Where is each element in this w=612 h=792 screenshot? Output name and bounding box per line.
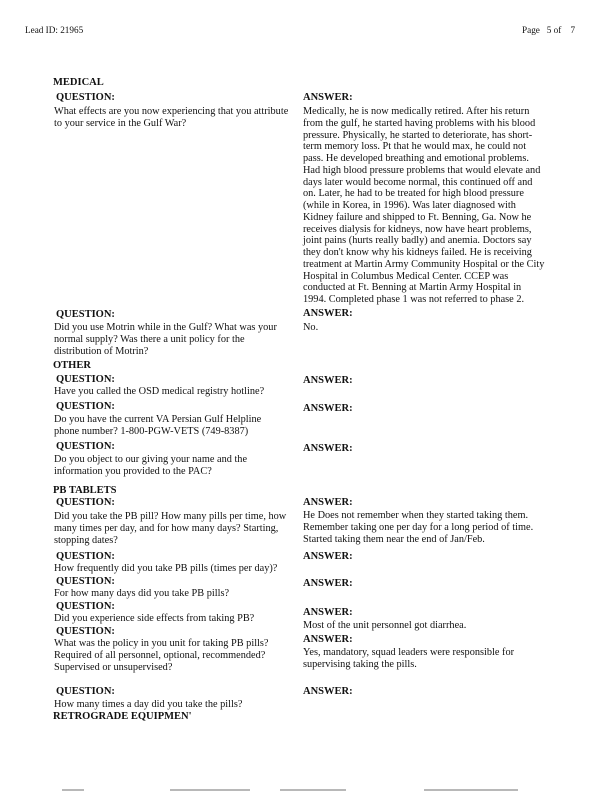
question-line: distribution of Motrin? [54,345,149,357]
page-total: 7 [570,25,576,35]
question-line: Have you called the OSD medical registry hotline? [54,386,265,397]
of-label: of [553,25,562,35]
answer-line: (while in Korea, in 1996). Was later diagnosed with [303,200,516,211]
answer-label: ANSWER: [303,375,353,386]
page-label: Page [522,25,540,35]
question-line: information you provided to the PAC? [54,465,212,477]
section-title-pb-tablets: PB TABLETS [53,485,117,496]
answer-line: Medically, he is now medically retired. After his return [303,106,530,117]
answer-label: ANSWER: [303,634,353,645]
question-line: to your service in the Gulf War? [54,117,187,129]
answer-line: joint pains (hurts really badly) and anemia. Doctors say [303,235,532,247]
answer-line: 1994. Completed phase 1 was not referred to phase 2. [303,294,525,305]
answer-line: from the gulf, he started having problems with his blood [303,117,536,129]
answer-line: He Does not remember when they started taking them. [303,510,529,521]
question-label: QUESTION: [56,686,115,697]
page-indicator [522,25,575,37]
section-title-medical: MEDICAL [53,77,104,88]
answer-line: days later would become normal, this continued off and [303,176,533,188]
answer-label: ANSWER: [303,607,353,618]
answer-line: No. [303,322,319,333]
question-line: stopping dates? [54,534,118,546]
scan-artifact [170,789,250,791]
question-text [54,699,242,711]
answer-line: Yes, mandatory, squad leaders were responsible for [303,647,515,658]
scan-artifact [62,789,84,791]
question-line: many times per day, and for how many days? Starting, [54,522,279,534]
question-label: QUESTION: [56,497,115,508]
answer-text [303,647,514,671]
question-label: QUESTION: [56,401,115,412]
section-title-retrograde-equipment: RETROGRADE EQUIPMEN' [53,711,192,722]
answer-line: pass. He developed breathing and emotional problems. [303,153,529,164]
answer-line: treatment at Martin Army Community Hospital or the City [303,258,545,270]
question-text [54,322,277,358]
answer-text [303,322,318,334]
answer-line: they don't know why his kidneys failed. He is receiving [303,247,532,258]
question-line: For how many days did you take PB pills? [54,588,230,599]
question-text [54,414,261,438]
question-line: Do you object to our giving your name and the [54,454,248,465]
question-line: Did you experience side effects from taking PB? [54,613,255,624]
answer-line: Had high blood pressure problems that would elevate and [303,164,541,176]
question-line: Did you use Motrin while in the Gulf? What was your [54,322,277,333]
answer-line: Kidney failure and shipped to Ft. Benning, Ga. Now he [303,211,532,223]
answer-line: Most of the unit personnel got diarrhea. [303,620,467,631]
question-label: QUESTION: [56,441,115,452]
question-line: Supervised or unsupervised? [54,661,173,673]
answer-line: receives dialysis for kidneys, now have heart problems, [303,223,532,235]
answer-label: ANSWER: [303,551,353,562]
question-label: QUESTION: [56,601,115,612]
answer-line: on. Later, he had to be treated for high blood pressure [303,188,524,200]
question-text [54,386,264,398]
question-text [54,106,288,130]
answer-text [303,106,544,306]
answer-label: ANSWER: [303,403,353,414]
question-line: Do you have the current VA Persian Gulf Helpline [54,414,262,425]
answer-line: conducted at Ft. Benning at Martin Army Hospital in [303,282,522,294]
answer-line: Hospital in Columbus Medical Center. CCEP was [303,270,509,282]
answer-label: ANSWER: [303,92,353,103]
question-line: Did you take the PB pill? How many pills per time, how [54,511,287,522]
scan-artifact [280,789,346,791]
answer-label: ANSWER: [303,497,353,508]
answer-text [303,620,466,632]
answer-line: pressure. Physically, he started to deteriorate, has short- [303,129,533,141]
question-line: How frequently did you take PB pills (times per day)? [54,563,278,574]
answer-line: supervising taking the pills. [303,658,417,670]
scan-artifact [424,789,518,791]
question-text [54,613,254,625]
question-line: phone number? 1-800-PGW-VETS (749-8387) [54,425,249,437]
question-text [54,588,229,600]
question-label: QUESTION: [56,626,115,637]
question-line: How many times a day did you take the pills? [54,699,243,710]
question-text [54,638,269,674]
question-text [54,454,247,478]
lead-id: Lead ID: 21965 [25,25,84,35]
answer-label: ANSWER: [303,443,353,454]
answer-label: ANSWER: [303,686,353,697]
question-text [54,511,286,547]
question-line: Required of all personnel, optional, recommended? [54,649,266,661]
answer-line: term memory loss. Pt that he would max, he could not [303,141,527,153]
answer-label: ANSWER: [303,578,353,589]
question-label: QUESTION: [56,309,115,320]
answer-label: ANSWER: [303,308,353,319]
question-text [54,563,277,575]
section-title-other: OTHER [53,360,91,371]
question-label: QUESTION: [56,374,115,385]
question-line: What was the policy in you unit for taking PB pills? [54,638,269,649]
question-label: QUESTION: [56,576,115,587]
question-label: QUESTION: [56,551,115,562]
page-number: 5 [546,25,552,35]
answer-text [303,510,533,546]
answer-line: Remember taking one per day for a long period of time. [303,521,534,533]
question-line: normal supply? Was there a unit policy for the [54,333,245,345]
question-line: What effects are you now experiencing that you attribute [54,106,289,117]
answer-line: Started taking them near the end of Jan/Feb. [303,533,485,545]
question-label: QUESTION: [56,92,115,103]
